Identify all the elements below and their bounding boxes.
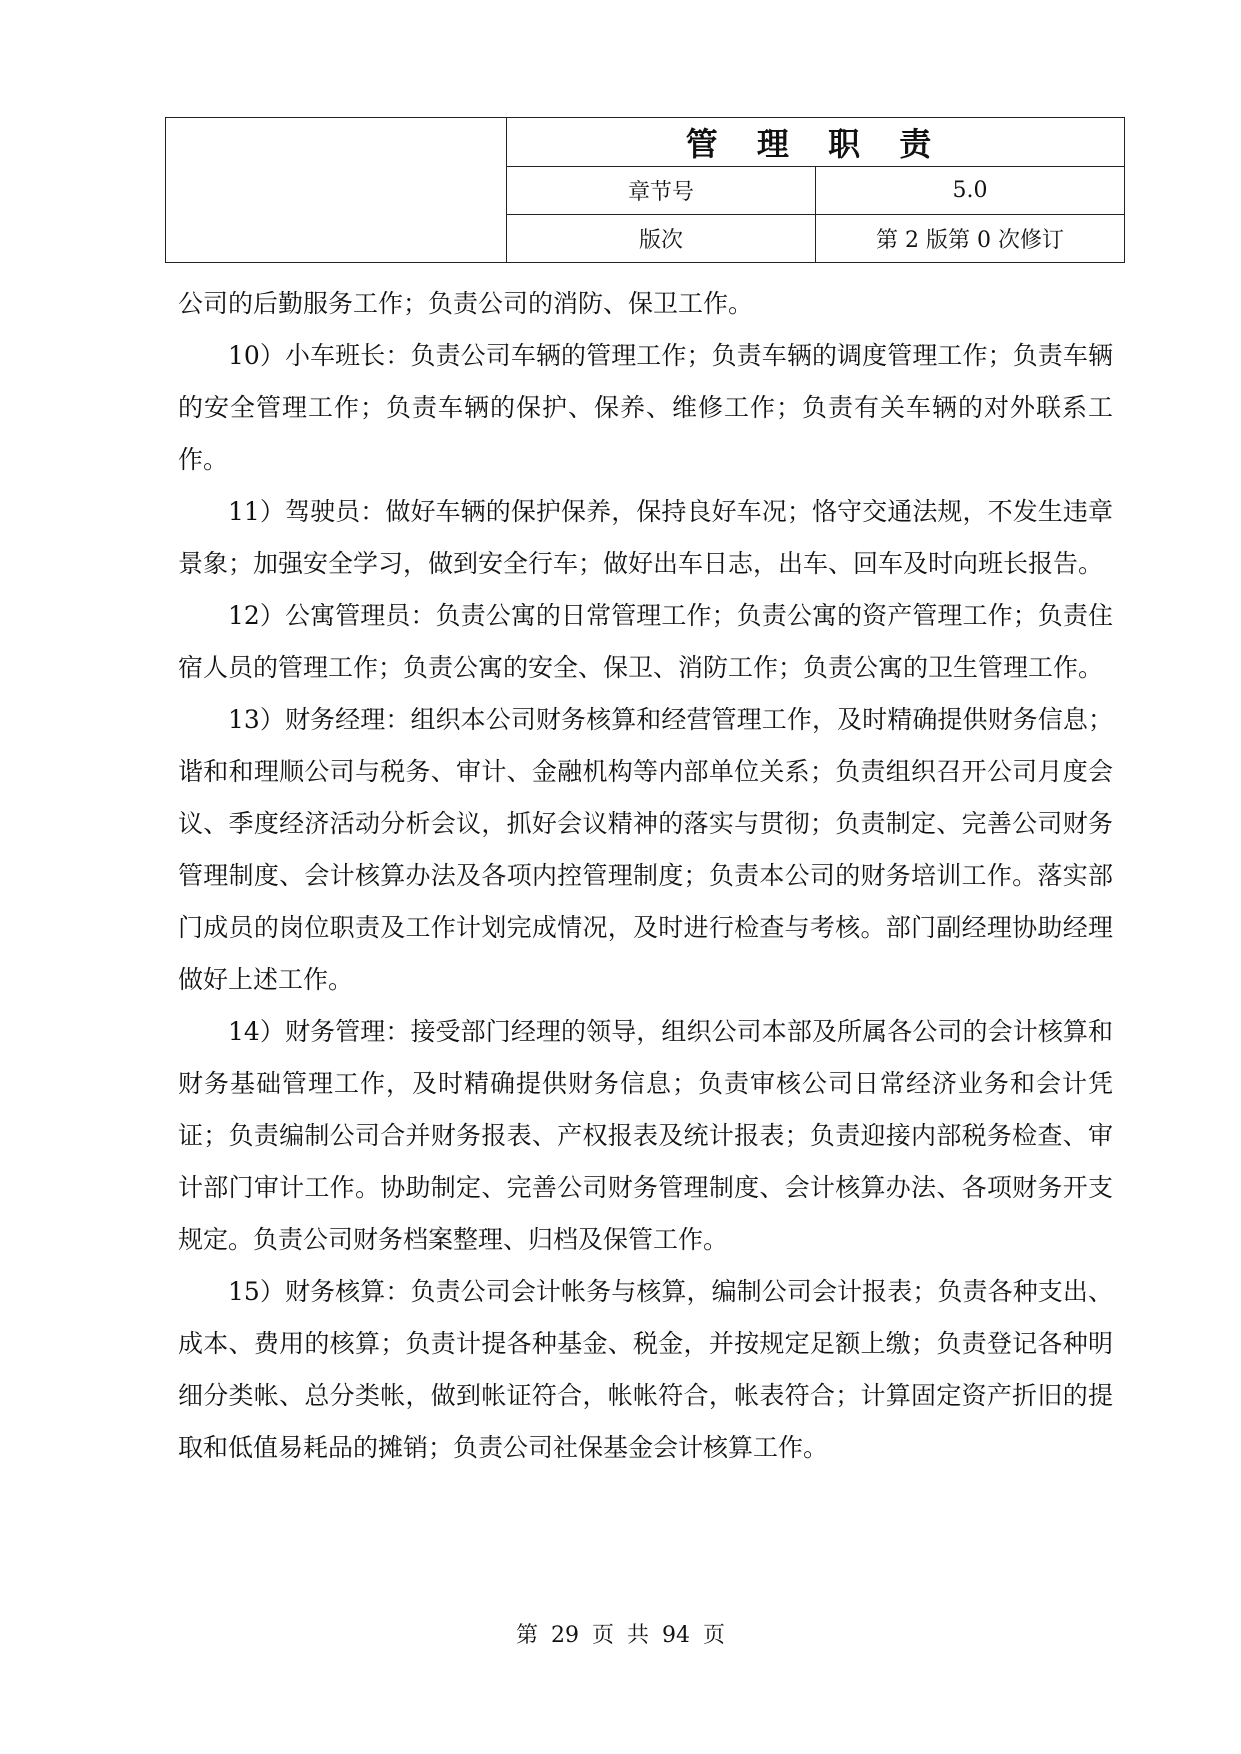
- section-title: 管 理 职 责: [507, 118, 1125, 167]
- chapter-number-label: 章节号: [507, 167, 816, 215]
- paragraph: 10）小车班长：负责公司车辆的管理工作；负责车辆的调度管理工作；负责车辆的安全管理工作；负责车辆的保护、保养、维修工作；负责有关车辆的对外联系工作。: [178, 341, 1113, 474]
- paragraph: 14）财务管理：接受部门经理的领导，组织公司本部及所属各公司的会计核算和财务基础管理工作，及时精确提供财务信息；负责审核公司日常经济业务和会计凭证；负责编制公司合并财务报表、产权报表及统计报表；负责迎接内部税务检查、审计部门审计工作。协助制定、完善公司财务管理制度、会计核算办法、各项财务开支规定。负责公司财务档案整理、归档及保管工作。: [178, 1017, 1113, 1254]
- document-header-table: [165, 117, 1125, 263]
- header-blank-cell: [166, 118, 507, 263]
- edition-value: 第 2 版第 0 次修订: [816, 215, 1125, 263]
- paragraph: 11）驾驶员：做好车辆的保护保养，保持良好车况；恪守交通法规，不发生违章景象；加强安全学习，做到安全行车；做好出车日志，出车、回车及时向班长报告。: [178, 497, 1113, 578]
- paragraph: 公司的后勤服务工作；负责公司的消防、保卫工作。: [178, 289, 754, 318]
- paragraph: 12）公寓管理员：负责公寓的日常管理工作；负责公寓的资产管理工作；负责住宿人员的管理工作；负责公寓的安全、保卫、消防工作；负责公寓的卫生管理工作。: [178, 601, 1113, 682]
- chapter-number-value: 5.0: [816, 167, 1125, 215]
- paragraph: 13）财务经理：组织本公司财务核算和经营管理工作，及时精确提供财务信息；谐和和理顺公司与税务、审计、金融机构等内部单位关系；负责组织召开公司月度会议、季度经济活动分析会议，抓好会议精神的落实与贯彻；负责制定、完善公司财务管理制度、会计核算办法及各项内控管理制度；负责本公司的财务培训工作。落实部门成员的岗位职责及工作计划完成情况，及时进行检查与考核。部门副经理协助经理做好上述工作。: [178, 705, 1113, 994]
- page-number-footer: 第 29 页 共 94 页: [516, 1623, 725, 1648]
- document-body: [178, 278, 1113, 1474]
- paragraph: 15）财务核算：负责公司会计帐务与核算，编制公司会计报表；负责各种支出、成本、费用的核算；负责计提各种基金、税金，并按规定足额上缴；负责登记各种明细分类帐、总分类帐，做到帐证符合，帐帐符合，帐表符合；计算固定资产折旧的提取和低值易耗品的摊销；负责公司社保基金会计核算工作。: [178, 1277, 1113, 1462]
- edition-label: 版次: [507, 215, 816, 263]
